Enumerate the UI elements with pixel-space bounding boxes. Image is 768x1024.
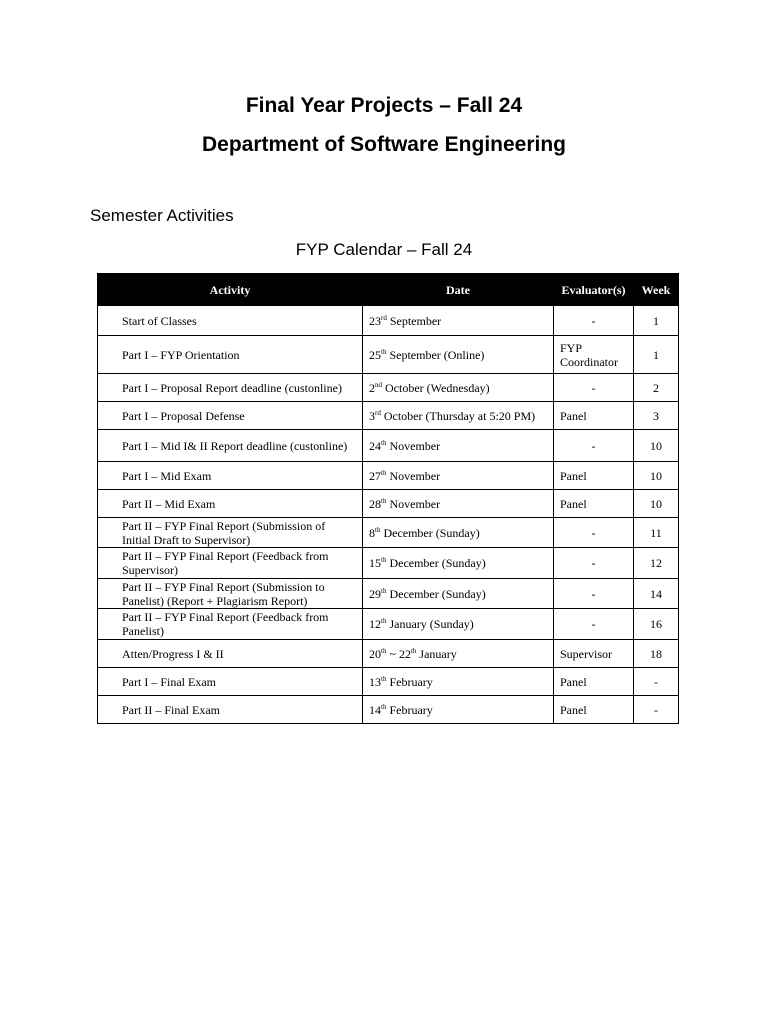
date-day: 28 — [369, 496, 381, 511]
activity-cell: Atten/Progress I & II — [98, 640, 363, 668]
week-cell: 2 — [634, 374, 679, 402]
header-week: Week — [634, 274, 679, 306]
date-rest: December (Sunday) — [386, 586, 486, 601]
date-day: 13 — [369, 674, 381, 689]
date-cell — [363, 336, 554, 374]
table-row — [98, 696, 679, 724]
activity-cell: Part I – FYP Orientation — [98, 336, 363, 374]
date-rest: October (Wednesday) — [382, 380, 490, 395]
week-cell: 1 — [634, 306, 679, 336]
date-sup: th — [381, 496, 387, 505]
activity-cell: Part I – Mid Exam — [98, 462, 363, 490]
week-cell: 10 — [634, 430, 679, 462]
date-rest: September (Online) — [386, 347, 485, 362]
table-body — [98, 306, 679, 724]
date-day: 29 — [369, 586, 381, 601]
activity-cell: Part I – Final Exam — [98, 668, 363, 696]
date-cell — [363, 306, 554, 336]
evaluator-cell: Panel — [554, 696, 634, 724]
date-sup: th — [381, 438, 387, 447]
date-cell — [363, 640, 554, 668]
department-title: Department of Software Engineering — [201, 133, 567, 156]
date-day: 2 — [369, 380, 375, 395]
document-title: Final Year Projects – Fall 24 — [245, 94, 523, 117]
activity-cell: Part I – Mid I& II Report deadline (custonline) — [98, 430, 363, 462]
week-cell: 11 — [634, 518, 679, 548]
date-rest: November — [386, 438, 441, 453]
date-day: 3 — [369, 408, 375, 423]
table-row — [98, 668, 679, 696]
evaluator-cell: Panel — [554, 402, 634, 430]
header-date: Date — [363, 274, 554, 306]
date-day: 25 — [369, 347, 381, 362]
date-cell — [363, 668, 554, 696]
activity-cell: Part I – Proposal Report deadline (custonline) — [98, 374, 363, 402]
section-heading: Semester Activities — [90, 206, 234, 225]
date-sup: nd — [375, 380, 382, 389]
evaluator-cell: - — [554, 306, 634, 336]
date-sup2: th — [410, 646, 417, 655]
week-cell: 10 — [634, 462, 679, 490]
date-cell — [363, 609, 554, 640]
evaluator-cell: Panel — [554, 668, 634, 696]
date-sup: th — [381, 347, 387, 356]
activity-cell: Start of Classes — [98, 306, 363, 336]
date-sup: th — [381, 702, 387, 711]
date-day: 24 — [369, 438, 381, 453]
evaluator-cell: - — [554, 374, 634, 402]
date-rest: December (Sunday) — [380, 525, 480, 540]
date-rest: October (Thursday at 5:20 PM) — [380, 408, 536, 423]
date-day: 14 — [369, 702, 381, 717]
date-rest: September — [386, 313, 442, 328]
date-sup: th — [381, 646, 387, 655]
date-cell — [363, 696, 554, 724]
activity-cell: Part II – Final Exam — [98, 696, 363, 724]
activity-cell: Part II – FYP Final Report (Feedback from Supervisor) — [98, 548, 363, 579]
activity-cell: Part II – Mid Exam — [98, 490, 363, 518]
date-cell — [363, 402, 554, 430]
date-day: 8 — [369, 525, 375, 540]
date-rest: January (Sunday) — [386, 617, 474, 631]
date-cell — [363, 430, 554, 462]
table-row — [98, 430, 679, 462]
date-sup: th — [381, 468, 387, 477]
evaluator-cell: Panel — [554, 462, 634, 490]
table-row — [98, 548, 679, 579]
table-row — [98, 462, 679, 490]
date-sup: th — [381, 674, 387, 683]
activity-cell: Part II – FYP Final Report (Feedback from Panelist) — [98, 609, 363, 640]
date-cell — [363, 548, 554, 579]
activity-cell: Part I – Proposal Defense — [98, 402, 363, 430]
table-row — [98, 518, 679, 548]
week-cell: - — [634, 696, 679, 724]
week-cell: 18 — [634, 640, 679, 668]
date-cell — [363, 374, 554, 402]
date-rest: February — [386, 702, 433, 717]
date-cell — [363, 462, 554, 490]
evaluator-cell: - — [554, 579, 634, 609]
date-rest: November — [386, 496, 441, 511]
week-cell: 16 — [634, 609, 679, 640]
date-sup: rd — [381, 313, 387, 322]
week-cell: 3 — [634, 402, 679, 430]
date-sup: th — [381, 617, 387, 625]
week-cell: 10 — [634, 490, 679, 518]
week-cell: 14 — [634, 579, 679, 609]
activity-cell: Part II – FYP Final Report (Submission of Initial Draft to Supervisor) — [98, 518, 363, 548]
week-cell: 12 — [634, 548, 679, 579]
evaluator-cell: Panel — [554, 490, 634, 518]
table-row — [98, 374, 679, 402]
date-sup: th — [381, 556, 387, 564]
date-cell — [363, 579, 554, 609]
table-row — [98, 306, 679, 336]
date-sup: th — [381, 586, 387, 595]
date-sup: th — [375, 525, 381, 534]
week-cell: - — [634, 668, 679, 696]
evaluator-cell: - — [554, 609, 634, 640]
date-rest: November — [386, 468, 441, 483]
date-day: 15 — [369, 556, 381, 570]
date-day: 23 — [369, 313, 381, 328]
fyp-calendar-table — [97, 273, 679, 724]
table-row — [98, 336, 679, 374]
header-activity: Activity — [98, 274, 363, 306]
table-row — [98, 640, 679, 668]
table-row — [98, 490, 679, 518]
table-row — [98, 402, 679, 430]
table-row — [98, 579, 679, 609]
date-sup: rd — [375, 408, 381, 417]
date-day: 20 — [369, 646, 381, 661]
evaluator-cell: FYP Coordinator — [554, 336, 634, 374]
date-rest: February — [386, 674, 433, 689]
date-rest: ~ 22 — [386, 646, 411, 661]
table-row — [98, 609, 679, 640]
evaluator-cell: Supervisor — [554, 640, 634, 668]
activity-cell: Part II – FYP Final Report (Submission to Panelist) (Report + Plagiarism Report) — [98, 579, 363, 609]
header-evaluator: Evaluator(s) — [554, 274, 634, 306]
date-rest: December (Sunday) — [386, 556, 486, 570]
date-day: 27 — [369, 468, 381, 483]
date-day: 12 — [369, 617, 381, 631]
table-caption: FYP Calendar – Fall 24 — [295, 240, 473, 259]
evaluator-cell: - — [554, 548, 634, 579]
date-cell — [363, 490, 554, 518]
evaluator-cell: - — [554, 430, 634, 462]
week-cell: 1 — [634, 336, 679, 374]
date-rest2: January — [416, 646, 457, 661]
date-cell — [363, 518, 554, 548]
table-header-row — [98, 274, 679, 306]
evaluator-cell: - — [554, 518, 634, 548]
